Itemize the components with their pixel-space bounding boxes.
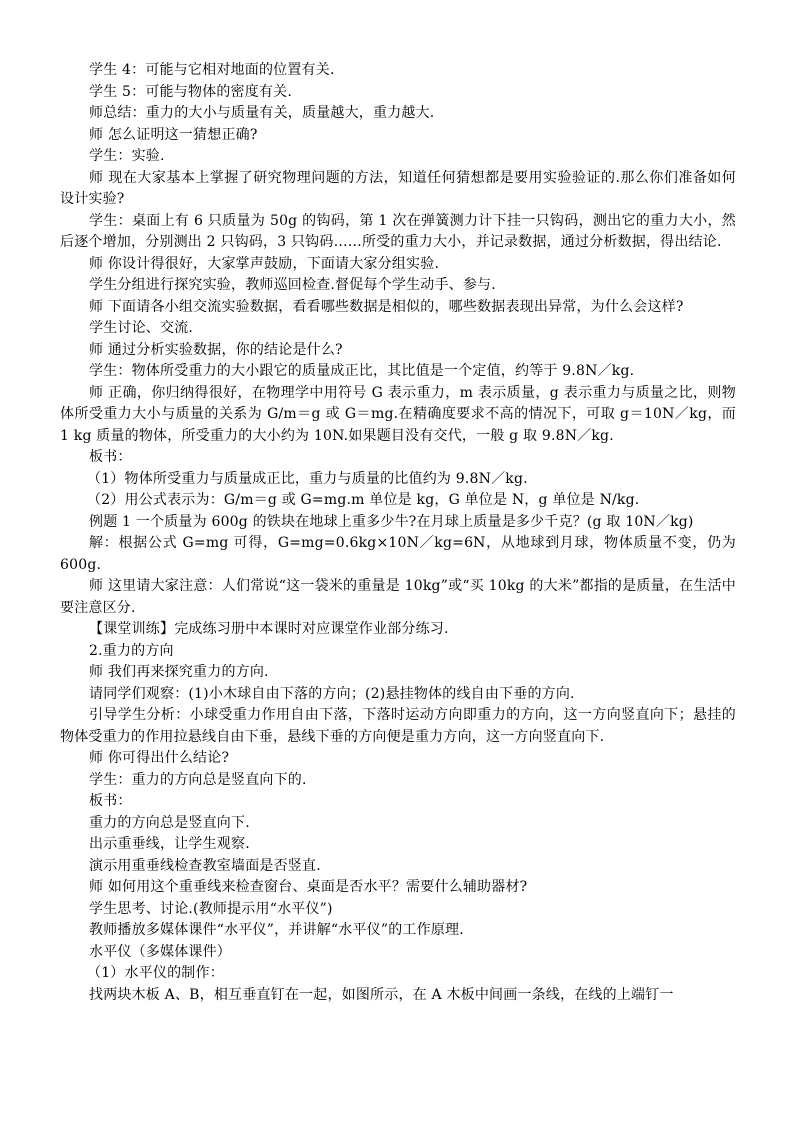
paragraph: 水平仪（多媒体课件）	[89, 943, 231, 960]
paragraph: 演示用重垂线检查教室墙面是否竖直.	[89, 857, 321, 874]
paragraph: 师 怎么证明这一猜想正确?	[89, 126, 258, 143]
paragraph: 师 正确，你归纳得很好，在物理学中用符号 G 表示重力，m 表示质量，g 表示重力与质量之比，则物体所受重力大小与质量的关系为 G/m＝g 或 G＝mg.在精确度要求不高的情况下，可取 g＝10N／kg，而 1 kg 质量的物体，所受重力的大小约为 10N.如果题目没有交代，一般 g 取 9.8N／kg.	[60, 384, 736, 444]
board-item: （2）用公式表示为：G/m＝g 或 G=mg.m 单位是 kg，G 单位是 N，g 单位是 N/kg.	[87, 492, 640, 508]
paragraph: 学生：桌面上有 6 只质量为 50g 的钩码，第 1 次在弹簧测力计下挂一只钩码，测出它的重力大小，然后逐个增加，分别测出 2 只钩码，3 只钩码……所受的重力大小，并记录数据，通过分析数据，得出结论.	[60, 212, 736, 250]
classroom-training: 【课堂训练】完成练习册中本课时对应课堂作业部分练习.	[89, 621, 449, 637]
paragraph: 师 我们再来探究重力的方向.	[89, 664, 269, 680]
paragraph: 请同学们观察：(1)小木球自由下落的方向；(2)悬挂物体的线自由下垂的方向.	[89, 685, 575, 702]
paragraph: 学生思考、讨论.(教师提示用“水平仪”)	[89, 900, 333, 917]
paragraph: 学生：重力的方向总是竖直向下的.	[89, 771, 307, 788]
paragraph: （1）水平仪的制作：	[87, 965, 224, 981]
paragraph: 师 通过分析实验数据，你的结论是什么?	[89, 341, 343, 358]
paragraph: 学生：实验.	[89, 148, 165, 164]
paragraph: 师 下面请各小组交流实验数据，看看哪些数据是相似的，哪些数据表现出异常，为什么会这样?	[89, 298, 684, 315]
paragraph: 师总结：重力的大小与质量有关，质量越大，重力越大.	[89, 105, 435, 121]
paragraph: 引导学生分析：小球受重力作用自由下落，下落时运动方向即重力的方向，这一方向竖直向下；悬挂的物体受重力的作用拉悬线自由下垂，悬线下垂的方向便是重力方向，这一方向竖直向下.	[60, 707, 736, 745]
paragraph: 找两块木板 A、B，相互垂直钉在一起，如图所示，在 A 木板中间画一条线，在线的上端钉一	[89, 986, 674, 1003]
paragraph: 学生：物体所受重力的大小跟它的质量成正比，其比值是一个定值，约等于 9.8N／kg.	[89, 363, 635, 379]
paragraph: 师 你可得出什么结论?	[89, 750, 230, 766]
paragraph: 学生 4：可能与它相对地面的位置有关.	[89, 62, 335, 78]
paragraph: 师 你设计得很好，大家掌声鼓励，下面请大家分组实验.	[89, 255, 440, 272]
paragraph: 师 现在大家基本上掌握了研究物理问题的方法，知道任何猜想都是要用实验验证的.那么你们准备如何设计实验?	[60, 169, 736, 207]
example-question: 例题 1 一个质量为 600g 的铁块在地球上重多少牛?在月球上质量是多少千克？(g 取 10N／kg)	[89, 513, 694, 530]
paragraph: 学生 5：可能与物体的密度有关.	[89, 83, 293, 100]
paragraph: 重力的方向总是竖直向下.	[89, 814, 250, 831]
example-solution: 解：根据公式 G=mg 可得，G=mg=0.6kg×10N／kg=6N，从地球到月球，物体质量不变，仍为 600g.	[60, 535, 736, 573]
paragraph: 学生讨论、交流.	[89, 320, 194, 336]
paragraph: 出示重垂线，让学生观察.	[89, 836, 250, 852]
board-item: （1）物体所受重力与质量成正比，重力与质量的比值约为 9.8N／kg.	[87, 470, 528, 487]
paragraph: 学生分组进行探究实验，教师巡回检查.督促每个学生动手、参与.	[89, 277, 496, 293]
paragraph: 教师播放多媒体课件“水平仪”，并讲解“水平仪”的工作原理.	[89, 922, 464, 938]
board-heading: 板书：	[89, 449, 132, 465]
paragraph: 师 这里请大家注意：人们常说“这一袋米的重量是 10kg”或“买 10kg 的大米”都指的是质量，在生活中要注意区分.	[60, 578, 736, 616]
paragraph: 师 如何用这个重垂线来检查窗台、桌面是否水平？需要什么辅助器材?	[89, 879, 528, 895]
section-heading: 2.重力的方向	[89, 642, 174, 659]
board-heading: 板书：	[89, 793, 132, 809]
document-page	[60, 60, 736, 1006]
